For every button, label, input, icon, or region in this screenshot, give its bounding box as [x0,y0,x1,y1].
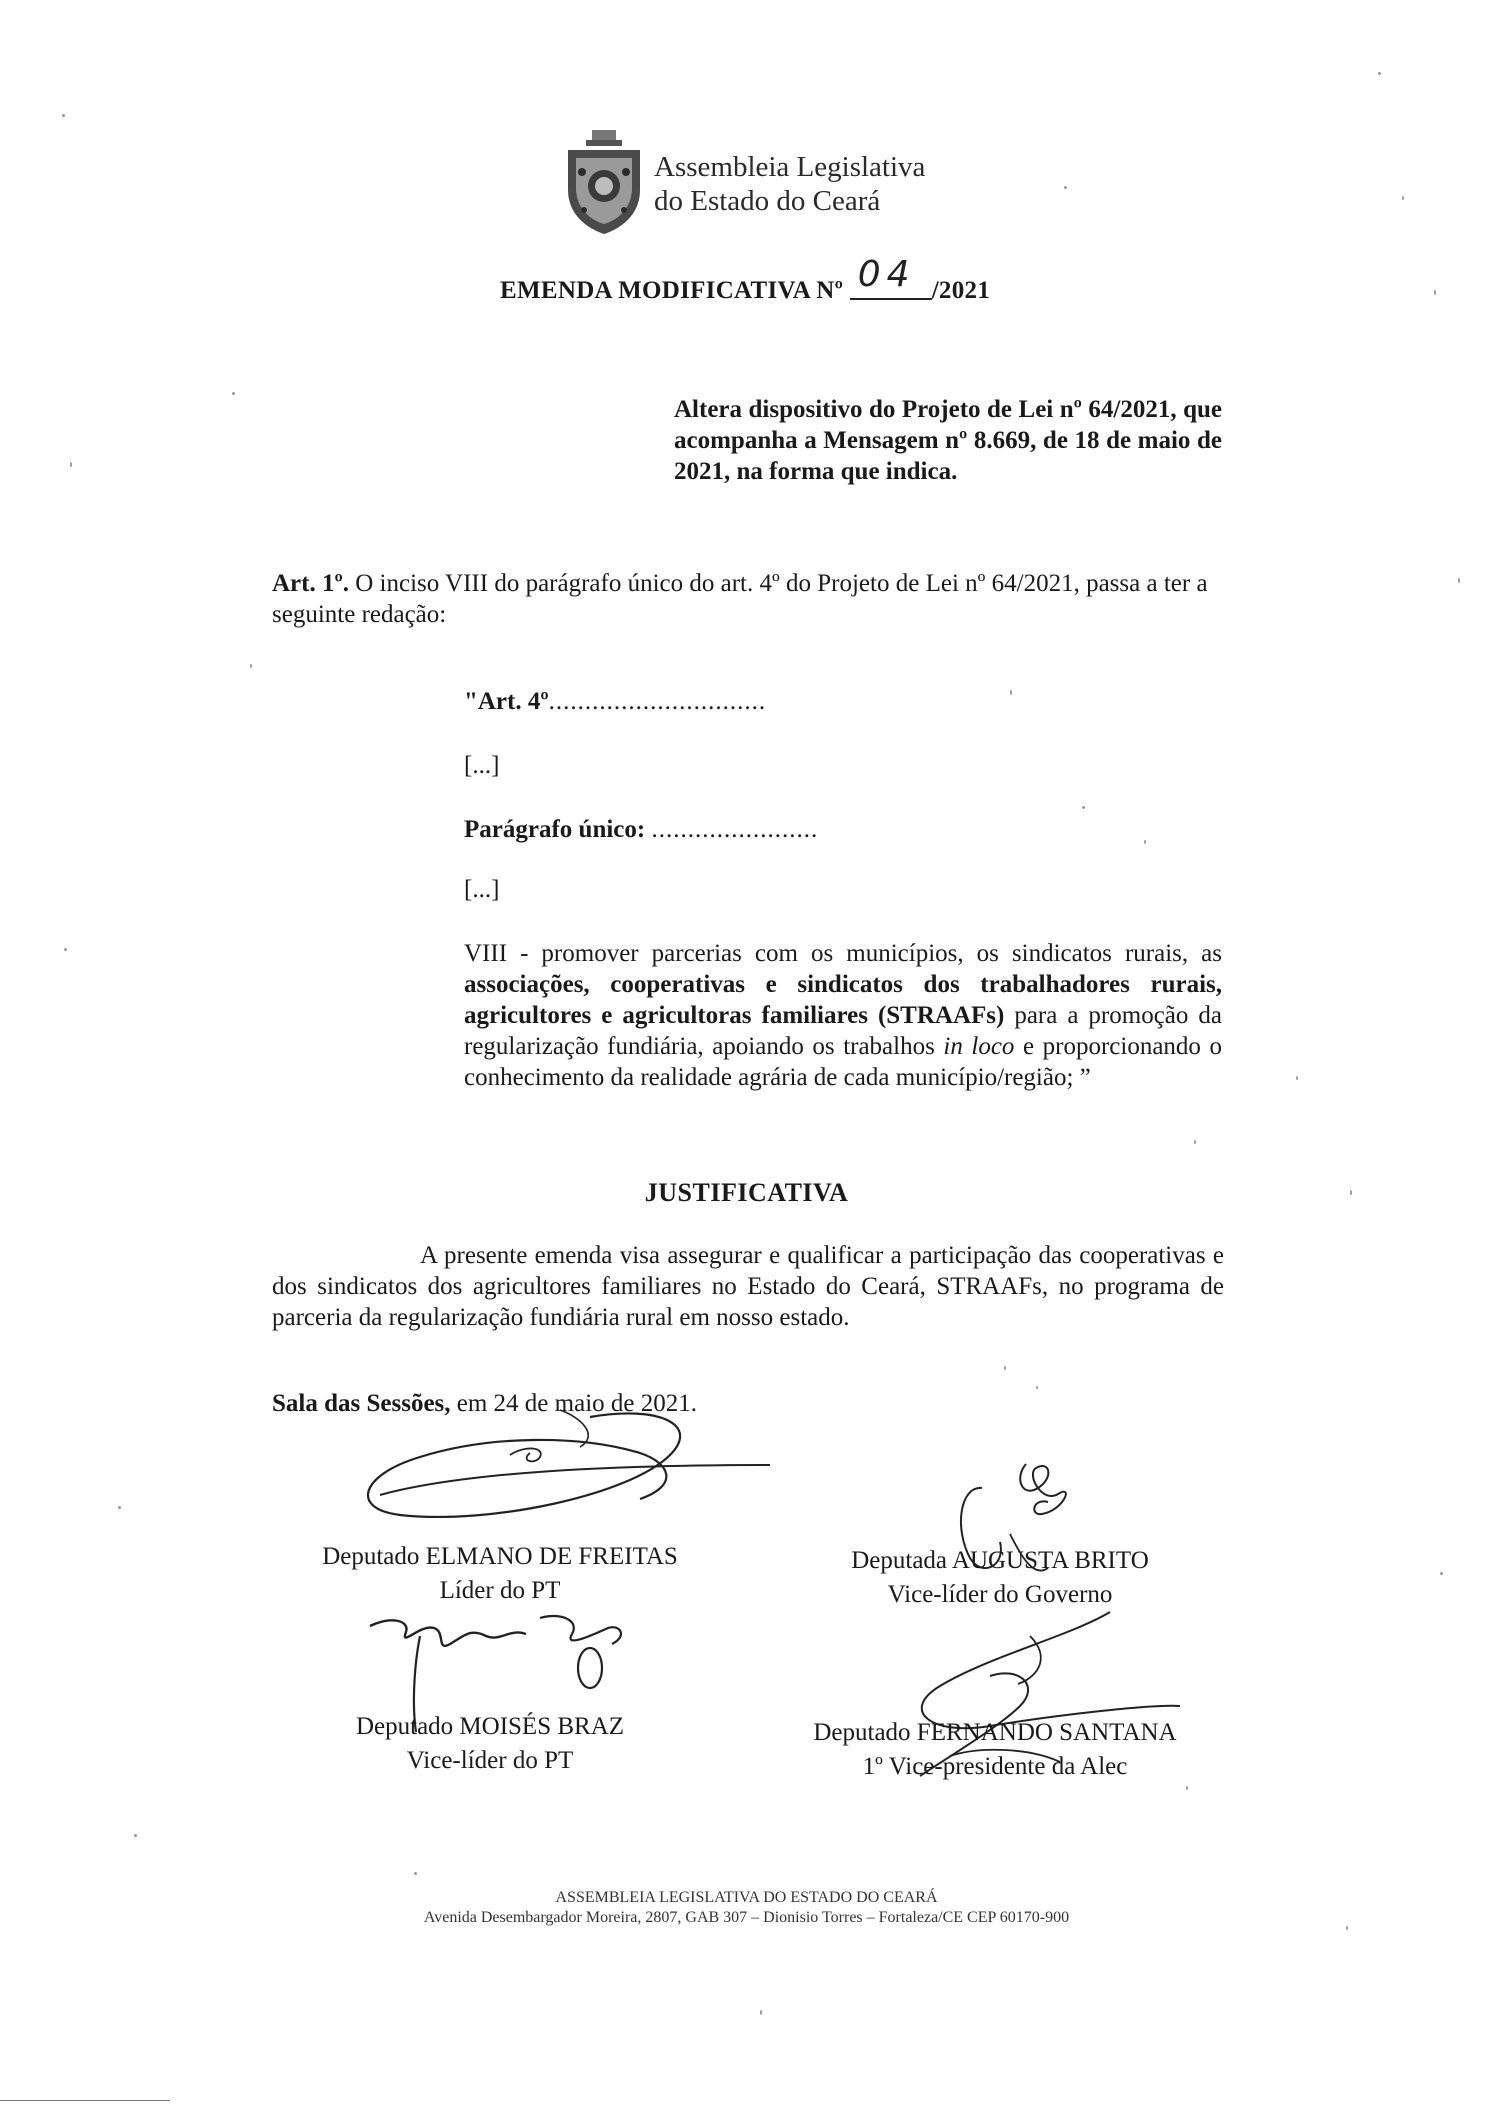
quoted-art4-label: "Art. 4º [464,688,549,715]
footer [0,1888,1493,1928]
justificativa-text [272,1240,1224,1333]
article-1-label: Art. 1º. [272,570,349,597]
signatory-moises [330,1710,650,1778]
justificativa-title: JUSTIFICATIVA [644,1178,849,1207]
quoted-art4-dots: .............................. [548,688,767,715]
quoted-ellipsis-2: [...] [464,876,500,903]
signatory-role: Vice-líder do PT [406,1747,574,1774]
number-blank [850,254,932,300]
session-date [272,1390,697,1418]
inciso-prefix: VIII - promover parcerias com os municípios, os sindicatos rurais, as [464,940,1222,967]
inciso-italic: in loco [943,1033,1015,1060]
session-label: Sala das Sessões, [272,1390,451,1417]
institution-line-2: do Estado do Ceará [654,185,881,217]
session-date-text: em 24 de maio de 2021. [450,1390,697,1417]
state-crest-icon [560,128,648,238]
quoted-paragraph-label: Parágrafo único: [464,816,646,843]
quoted-paragraph [464,816,818,844]
footer-line-2: Avenida Desembargador Moreira, 2807, GAB 307 – Dionisio Torres – Fortaleza/CE CEP 60170-900 [423,1909,1070,1926]
article-1-text: O inciso VIII do parágrafo único do art. 4º do Projeto de Lei nº 64/2021, passa a ter a seguinte redação: [272,570,1208,628]
ementa: Altera dispositivo do Projeto de Lei nº 64/2021, que acompanha a Mensagem nº 8.669, de 18 de maio de 2021, na forma que indica. [674,396,1222,485]
signatory-elmano [270,1540,730,1608]
signatory-role: 1º Vice-presidente da Alec [862,1753,1128,1780]
signatory-name: Deputado ELMANO DE FREITAS [322,1543,678,1570]
signatory-role: Vice-líder do Governo [887,1581,1113,1608]
title-suffix: /2021 [931,277,991,304]
institution-line-1: Assembleia Legislativa [654,151,926,183]
institution-name [654,150,974,218]
inciso-mid: para a promoção da regularização fundiária, apoiando os trabalhos [464,1002,1222,1060]
quoted-art4 [464,688,766,716]
footer-line-1: ASSEMBLEIA LEGISLATIVA DO ESTADO DO CEARÁ [555,1889,938,1906]
signatory-role: Líder do PT [439,1577,561,1604]
bottom-rule [0,2100,170,2101]
title-prefix: EMENDA MODIFICATIVA Nº [500,277,844,304]
article-1 [272,568,1224,630]
signatory-name: Deputado FERNANDO SANTANA [813,1719,1177,1746]
justificativa-body: A presente emenda visa assegurar e qualificar a participação das cooperativas e dos sindicatos dos agricultores familiares no Estado do Ceará, STRAAFs, no programa de parceria da regularização fundiária rural em nosso estado. [272,1242,1224,1331]
signatory-augusta [800,1544,1200,1612]
handwritten-number: 04 [857,254,916,295]
inciso-bold: associações, cooperativas e sindicatos dos trabalhadores rurais, agricultores e agricultoras familiares (STRAAFs) [464,971,1222,1029]
signatory-name: Deputada AUGUSTA BRITO [851,1547,1149,1574]
quoted-ellipsis-1: [...] [464,752,500,779]
signatory-name: Deputado MOISÉS BRAZ [355,1713,625,1740]
inciso-viii [464,938,1222,1093]
signatory-fernando [790,1716,1200,1784]
document-title [500,254,991,305]
quoted-paragraph-dots: ....................... [651,816,819,843]
inciso-end: e proporcionando o conhecimento da realidade agrária de cada município/região; ” [464,1033,1222,1091]
